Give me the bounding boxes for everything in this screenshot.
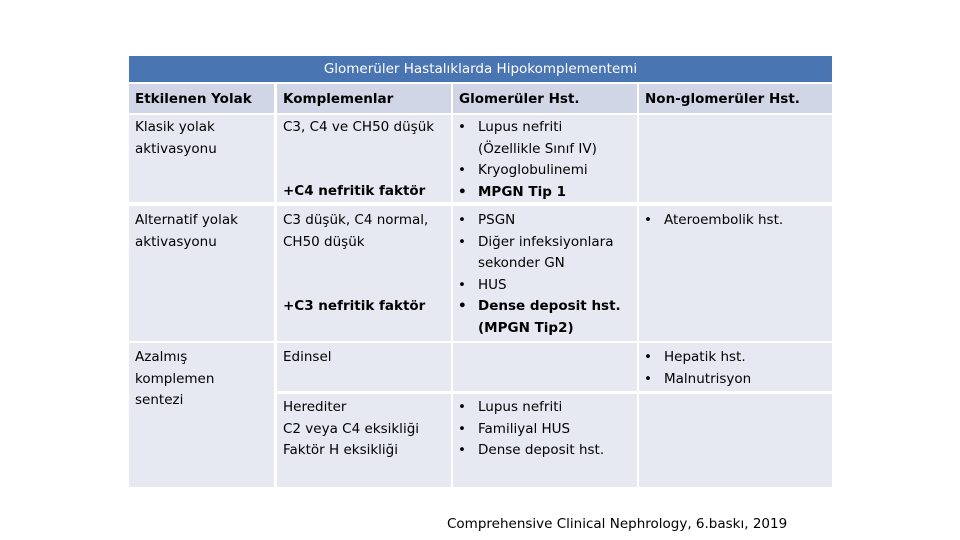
row3-glomerular-acquired	[453, 343, 637, 391]
list-item: • Ateroembolik hst.	[639, 210, 832, 232]
list-item: • Lupus nefriti	[453, 397, 637, 419]
header-complement: Komplemenlar	[277, 84, 451, 113]
row3-complement-acquired: Edinsel	[277, 343, 451, 391]
list-item: • Familiyal HUS	[453, 419, 637, 441]
row1-glomerular	[453, 115, 637, 202]
list-item: • Diğer infeksiyonlara	[453, 232, 637, 254]
list-item: • Kryoglobulinemi	[453, 160, 637, 182]
list-item: • MPGN Tip 1	[453, 182, 637, 204]
list-item-continuation: (MPGN Tip2)	[478, 319, 574, 336]
row3-glomerular-hereditary	[453, 394, 637, 487]
list-item: • Malnutrisyon	[639, 369, 832, 391]
header-nonglomerular: Non-glomerüler Hst.	[639, 84, 832, 113]
list-item: • Dense deposit hst.	[453, 296, 637, 318]
row3-pathway: Azalmış komplemen sentezi	[129, 343, 274, 487]
citation: Comprehensive Clinical Nephrology, 6.baskı, 2019	[447, 516, 788, 532]
row2-glomerular	[453, 206, 637, 341]
list-item: • PSGN	[453, 210, 637, 232]
row1-pathway: Klasik yolak aktivasyonu	[129, 115, 274, 202]
list-item: • Lupus nefriti	[453, 117, 637, 139]
list-item-continuation: sekonder GN	[478, 255, 565, 271]
list-item: • Hepatik hst.	[639, 347, 832, 369]
row2-nonglomerular	[639, 206, 832, 341]
row1-complement: C3, C4 ve CH50 düşük +C4 nefritik faktör	[277, 115, 451, 202]
row2-pathway: Alternatif yolak aktivasyonu	[129, 206, 274, 341]
row3-nonglomerular-hereditary	[639, 394, 832, 487]
row3-nonglomerular	[639, 343, 832, 391]
hypocomplementemia-table	[129, 56, 832, 487]
row1-nonglomerular	[639, 115, 832, 202]
row3-complement-hereditary: Herediter C2 veya C4 eksikliği Faktör H eksikliği	[277, 394, 451, 487]
header-pathway: Etkilenen Yolak	[129, 84, 274, 113]
list-item: • Dense deposit hst.	[453, 440, 637, 462]
list-item: • HUS	[453, 275, 637, 297]
header-glomerular: Glomerüler Hst.	[453, 84, 637, 113]
row2-complement: C3 düşük, C4 normal, CH50 düşük +C3 nefritik faktör	[277, 206, 451, 341]
list-item-continuation: (Özellikle Sınıf IV)	[478, 140, 597, 157]
table-title: Glomerüler Hastalıklarda Hipokomplementemi	[129, 56, 832, 82]
